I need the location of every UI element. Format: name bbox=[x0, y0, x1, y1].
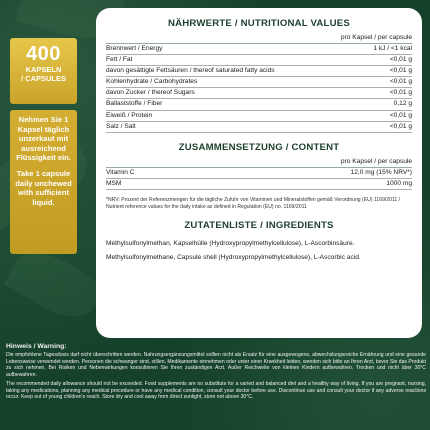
capsule-unit-en: / CAPSULES bbox=[20, 74, 66, 83]
table-row bbox=[106, 122, 412, 133]
row-value: <0,01 g bbox=[389, 111, 412, 119]
warning-de: Die empfohlene Tagesdosis darf nicht überschritten werden. Nahrungsergänzungsmittel sollten nicht als Ersatz für eine ausgewogene, abwechslungsreiche Ernährung und eine gesunde Lebensweise verwendet werden. Personen die schwanger sind, stillen, Medikamente einnehmen oder unter einer Krankheit leiden, wenden sich bitte an Ihren Arzt, bevor Sie das Produkt zu sich nehmen. Bei Risiken und Nebenwirkungen konsultieren Sie Ihren zuständigen Arzt. Außer Reichweite von kleinen Kindern aufbewahren. Trocken und nicht über 30°C aufbewahren. bbox=[6, 352, 426, 379]
row-value: <0,01 g bbox=[389, 56, 412, 64]
warning-section bbox=[6, 343, 426, 403]
nutrition-per: pro Kapsel / per capsule bbox=[106, 34, 412, 44]
row-value: <0,01 g bbox=[389, 67, 412, 75]
row-label: Kohlenhydrate / Carbohydrates bbox=[106, 78, 198, 86]
row-value: <0,01 g bbox=[389, 122, 412, 130]
capsule-unit-de: KAPSELN bbox=[25, 65, 62, 74]
row-value: 1000 mg bbox=[386, 179, 412, 187]
nutrition-table bbox=[106, 44, 412, 133]
composition-per: pro Kapsel / per capsule bbox=[106, 158, 412, 168]
table-row bbox=[106, 99, 412, 110]
row-value: 1 kJ / <1 kcal bbox=[373, 45, 412, 52]
composition-table bbox=[106, 168, 412, 190]
info-card bbox=[96, 8, 422, 338]
table-row bbox=[106, 77, 412, 88]
row-label: Salz / Salt bbox=[106, 122, 136, 130]
row-value: <0,01 g bbox=[389, 89, 412, 97]
table-row bbox=[106, 179, 412, 190]
dosage-de: Nehmen Sie 1 Kapsel täglich unzerkaut mit ausreichend Flüssigkeit ein. bbox=[16, 115, 71, 163]
row-label: davon Zucker / thereof Sugars bbox=[106, 89, 195, 97]
dosage-en: Take 1 capsule daily unchewed with sufficient liquid. bbox=[15, 168, 72, 207]
row-label: Eiweiß / Protein bbox=[106, 111, 153, 119]
table-row bbox=[106, 88, 412, 99]
ingredients-en: Methylsulfonylmethane, Capsule shell (Hydroxypropylmethylcellulose), L-Ascorbic acid. bbox=[106, 253, 361, 261]
row-label: Brennwert / Energy bbox=[106, 45, 163, 52]
row-value: 0,12 g bbox=[393, 100, 412, 108]
table-row bbox=[106, 55, 412, 66]
nrv-footnote: *NRV: Prozent der Referenzmengen für die tägliche Zufuhr von Vitaminen und Mineralstoffen gemäß Verordnung (EU) 1169/2011 / Nutrient reference values for the daily intake as defined in Regulation (EU) no. 1169/2011 bbox=[106, 196, 401, 210]
ingredients-title: ZUTATENLISTE / INGREDIENTS bbox=[184, 220, 334, 232]
nutrition-title: NÄHRWERTE / NUTRITIONAL VALUES bbox=[168, 18, 350, 29]
warning-en: The recommended daily allowance should not be exceeded. Food supplements are no substitute for a varied and balanced diet and a healthy way of living. If you are pregnant, nursing, taking any medications, planning any medical procedure or have any medical condition, consult your doctor before use. Discontinue use and consult your doctor if any adverse reactions occur. Keep out of young children's reach. Store dry and cool away from direct sunlight, store not above 30°C. bbox=[6, 380, 426, 401]
table-row bbox=[106, 111, 412, 122]
row-value: <0,01 g bbox=[389, 78, 412, 86]
ingredients-list bbox=[106, 239, 412, 262]
row-label: davon gesättigte Fettsäuren / thereof saturated fatty acids bbox=[106, 67, 275, 75]
capsule-count-badge bbox=[10, 38, 77, 104]
table-row bbox=[106, 168, 412, 179]
ingredients-de: Methylsulfonylmethan, Kapselhülle (Hydroxypropylmethylcellulose), L-Ascorbinsäure. bbox=[106, 240, 355, 248]
capsule-count: 400 bbox=[26, 43, 61, 65]
table-row bbox=[106, 44, 412, 55]
row-label: Ballaststoffe / Fiber bbox=[106, 100, 163, 108]
row-label: Fett / Fat bbox=[106, 56, 133, 64]
row-label: Vitamin C bbox=[106, 168, 135, 176]
composition-title: ZUSAMMENSETZUNG / CONTENT bbox=[178, 141, 340, 153]
table-row bbox=[106, 66, 412, 77]
row-value: 12,0 mg (15% NRV*) bbox=[350, 168, 412, 176]
decorative-leaf bbox=[4, 241, 107, 329]
row-label: MSM bbox=[106, 179, 122, 187]
warning-title: Hinweis / Warning: bbox=[6, 343, 67, 350]
dosage-panel bbox=[10, 110, 77, 254]
